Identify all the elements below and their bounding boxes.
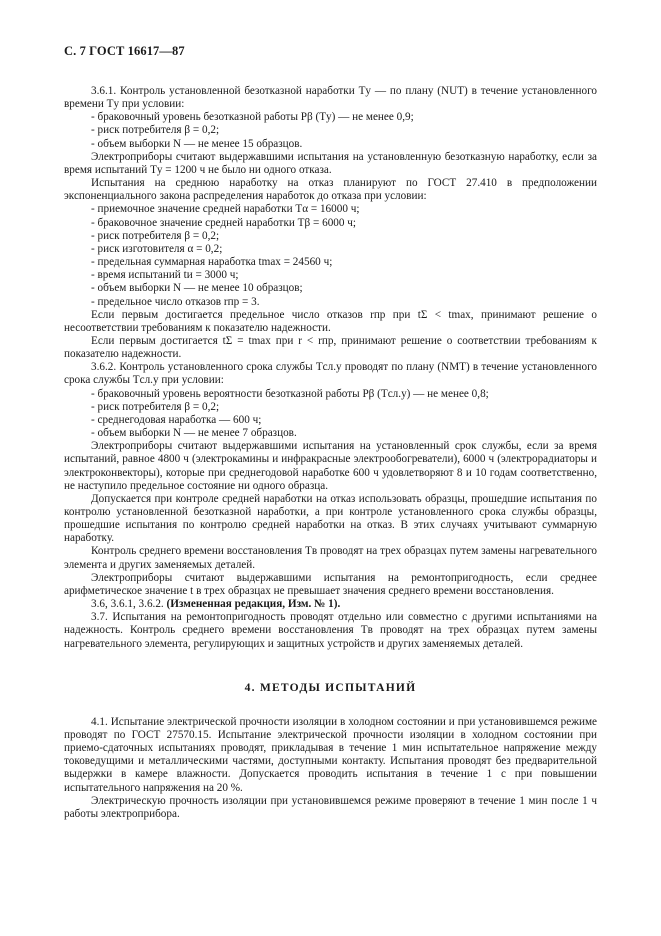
paragraph: [64, 545, 597, 571]
text-run: - приемочное значение средней наработки Tα = 16000 ч;: [91, 203, 360, 216]
text-run: - риск потребителя β = 0,2;: [91, 400, 220, 413]
paragraph: [64, 177, 597, 203]
section-4-text: [64, 716, 597, 821]
text-run: Контроль среднего времени восстановления Tв проводят на трех образцах путем замены нагревательного элемента и других заменяемых деталей.: [64, 545, 597, 571]
paragraph: [64, 361, 597, 387]
list-item: [64, 269, 597, 282]
paragraph: [64, 493, 597, 546]
amendment-note: (Измененная редакция, Изм. № 1).: [166, 598, 341, 611]
text-run: Электрическую прочность изоляции при установившемся режиме проверяют в течение 1 мин после 1 ч работы электроприбора.: [64, 794, 597, 820]
text-run: Электроприборы считают выдержавшими испытания на установленный срок службы, если за время испытаний, равное 4800 ч (электрокамины и инфракрасные электрообогреватели), 6000 ч (электрорадиаторы и электроконвекторы), которые при среднегодовой наработке 600 ч удовлетворяют 8 и 10 годам соответственно, не наступило предельное состояние ни одного образца.: [64, 440, 597, 492]
text-run: - объем выборки N — не менее 15 образцов.: [91, 137, 303, 150]
list-item: [64, 230, 597, 243]
text-run: - объем выборки N — не менее 10 образцов;: [91, 282, 303, 295]
text-run: - браковочный уровень безотказной работы Pβ (Tу) — не менее 0,9;: [91, 111, 414, 124]
text-run: - риск потребителя β = 0,2;: [91, 124, 220, 137]
list-item: [64, 138, 597, 151]
text-run: Испытания на среднюю наработку на отказ планируют по ГОСТ 27.410 в предположении экспоненциального закона распределения наработок до отказа при условии:: [64, 177, 597, 203]
text-run: 3.6.2. Контроль установленного срока службы Tсл.у проводят по плану (NMT) в течение установленного срока службы Tсл.у при условии:: [64, 361, 597, 387]
text-run: Если первым достигается предельное число отказов rпр при tΣ < tmax, принимают решение о несоответствии требованиям к показателю надежности.: [64, 308, 597, 334]
paragraph: [64, 716, 597, 795]
list-item: [64, 414, 597, 427]
paragraph: [64, 151, 597, 177]
list-item: [64, 282, 597, 295]
text-run: Электроприборы считают выдержавшими испытания на ремонтопригодность, если среднее арифметическое значение t в трех образцах не превышает значения среднего времени восстановления.: [64, 571, 597, 597]
text-run: - браковочное значение средней наработки Tβ = 6000 ч;: [91, 216, 357, 229]
text-run: - риск потребителя β = 0,2;: [91, 229, 220, 242]
paragraph: [64, 611, 597, 650]
paragraph: [64, 440, 597, 493]
paragraph: [64, 572, 597, 598]
paragraph: [64, 85, 597, 111]
text-run: Если первым достигается tΣ = tmax при r < rпр, принимают решение о соответствии требованиям к показателю надежности.: [64, 334, 597, 361]
page-header: С. 7 ГОСТ 16617—87: [64, 44, 185, 58]
paragraph: [64, 795, 597, 821]
text-run: - браковочный уровень вероятности безотказной работы Pβ (Tсл.у) — не менее 0,8;: [91, 387, 489, 400]
text-run: 3.7. Испытания на ремонтопригодность проводят отдельно или совместно с другими испытаниями на надежность. Контроль среднего времени восстановления Tв проводят на трех образцах путем замены нагревательного элемента, регулирующих и защитных устройств и других заменяемых деталей.: [64, 611, 597, 650]
text-run: Допускается при контроле средней наработки на отказ использовать образцы, прошедшие испытания по контролю установленной безотказной наработки, а при контроле установленного срока службы образцы, прошедшие испытания по контролю средней наработки на отказ. В этих случаях учитывают суммарную наработку.: [64, 492, 597, 545]
text-run: 3.6, 3.6.1, 3.6.2.: [91, 598, 167, 611]
text-run: - время испытаний tи = 3000 ч;: [91, 269, 239, 282]
paragraph: [64, 598, 597, 611]
text-run: 4.1. Испытание электрической прочности изоляции в холодном состоянии и при установившемся режиме проводят по ГОСТ 27570.15. Испытание электрической прочности изоляции в холодном состоянии при приемо-сдаточных испытаниях проводят, прикладывая в течение 1 мин испытательное напряжение между токоведущими и металлическими частями, доступными контакту. Испытания проводят без предварительной выдержки в камере влажности. Допускается проводить испытания в течение 1 с при повышении испытательного напряжения на 20 %.: [64, 715, 597, 794]
paragraph: [64, 309, 597, 335]
list-item: [64, 427, 597, 440]
text-run: 3.6.1. Контроль установленной безотказной наработки Tу — по плану (NUT) в течение установленного времени Tу при условии:: [64, 85, 597, 111]
list-item: [64, 124, 597, 137]
text-run: - объем выборки N — не менее 7 образцов.: [91, 427, 297, 440]
section-3-text: [64, 85, 597, 651]
list-item: [64, 203, 597, 216]
list-item: [64, 388, 597, 401]
text-run: - предельное число отказов rпр = 3.: [91, 295, 260, 308]
list-item: [64, 256, 597, 269]
list-item: [64, 243, 597, 256]
text-run: - риск изготовителя α = 0,2;: [91, 242, 223, 255]
paragraph: [64, 335, 597, 361]
section-4-title: 4. МЕТОДЫ ИСПЫТАНИЙ: [244, 680, 417, 694]
text-run: - среднегодовая наработка — 600 ч;: [91, 413, 262, 426]
list-item: [64, 111, 597, 124]
text-run: Электроприборы считают выдержавшими испытания на установленную безотказную наработку, если за время испытаний Tу = 1200 ч не было ни одного отказа.: [64, 150, 597, 176]
text-run: - предельная суммарная наработка tmax = 24560 ч;: [91, 256, 333, 269]
list-item: [64, 296, 597, 309]
list-item: [64, 401, 597, 414]
list-item: [64, 217, 597, 230]
